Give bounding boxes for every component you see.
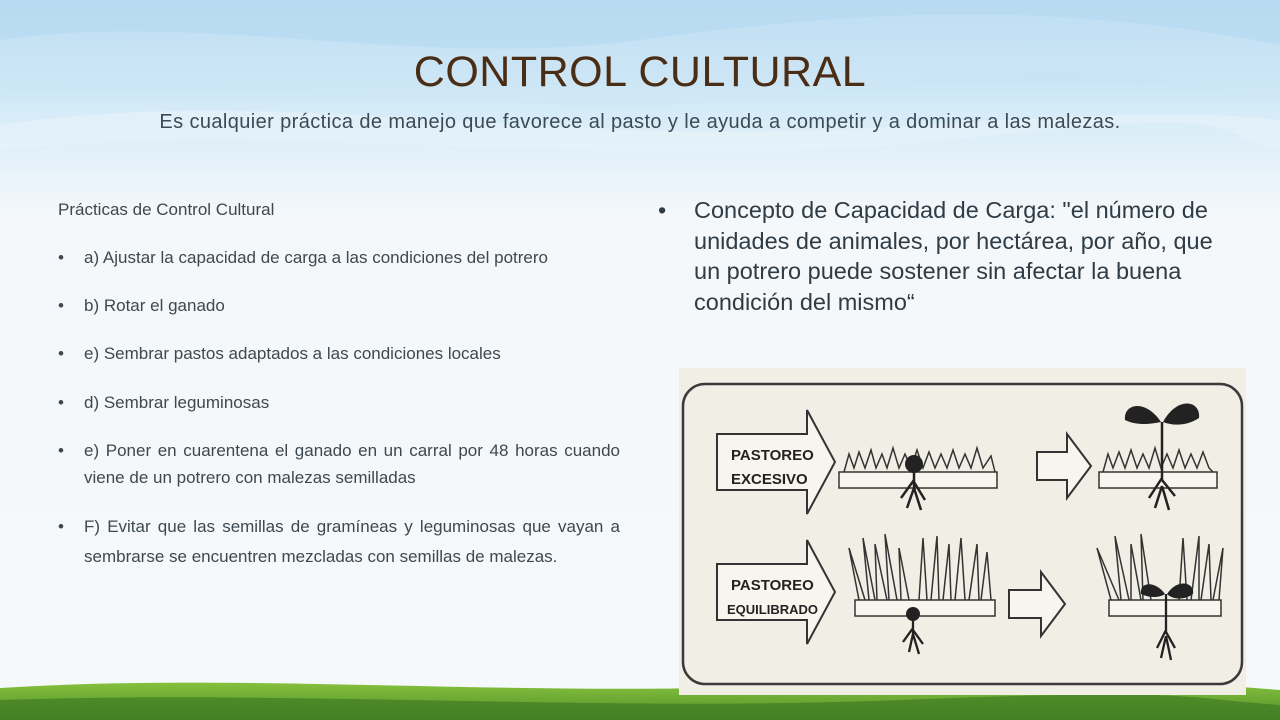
list-item-text: d) Sembrar leguminosas	[84, 392, 270, 412]
slide-subtitle: Es cualquier práctica de manejo que favorece al pasto y le ayuda a competir y a dominar a las malezas.	[159, 111, 1121, 133]
grazing-diagram	[679, 368, 1246, 695]
row1-label-line2: EXCESIVO	[731, 471, 808, 488]
slide-title: CONTROL CULTURAL	[413, 48, 867, 96]
list-item	[58, 340, 620, 367]
list-item-text: e) Sembrar pastos adaptados a las condiciones locales	[84, 344, 501, 364]
list-item	[58, 512, 620, 572]
capacity-concept	[658, 195, 1238, 317]
list-item-text: a) Ajustar la capacidad de carga a las condiciones del potrero	[84, 248, 549, 267]
list-item-text: b) Rotar el ganado	[84, 296, 225, 316]
bullet-icon: •	[58, 344, 64, 364]
list-item-text: e) Poner en cuarentena el ganado en un carral por 48 horas cuando viene de un potrero con malezas semilladas	[84, 440, 620, 487]
row1-label-line1: PASTOREO	[731, 447, 814, 464]
list-item	[58, 389, 620, 416]
bullet-icon: •	[58, 392, 64, 412]
row2-label-line2: EQUILIBRADO	[727, 602, 818, 617]
list-item	[58, 292, 620, 319]
concept-text: Concepto de Capacidad de Carga: "el número de unidades de animales, por hectárea, por año, que un potrero puede sostener sin afectar la buena condición del mismo“	[694, 197, 1213, 315]
practices-section	[58, 200, 620, 593]
grazing-diagram-drawing	[679, 368, 1246, 695]
practices-heading: Prácticas de Control Cultural	[58, 200, 275, 219]
bullet-icon: •	[58, 517, 64, 537]
bullet-icon: •	[58, 440, 64, 460]
bullet-icon: •	[58, 296, 64, 316]
bullet-icon: •	[58, 248, 64, 267]
list-item-text: F) Evitar que las semillas de gramíneas y leguminosas que vayan a sembrarse se encuentren mezcladas con semillas de malezas.	[84, 517, 620, 566]
list-item	[58, 437, 620, 491]
bullet-icon: •	[658, 197, 667, 223]
practices-list	[58, 244, 620, 572]
row2-label-line1: PASTOREO	[731, 577, 814, 594]
list-item	[58, 244, 620, 271]
